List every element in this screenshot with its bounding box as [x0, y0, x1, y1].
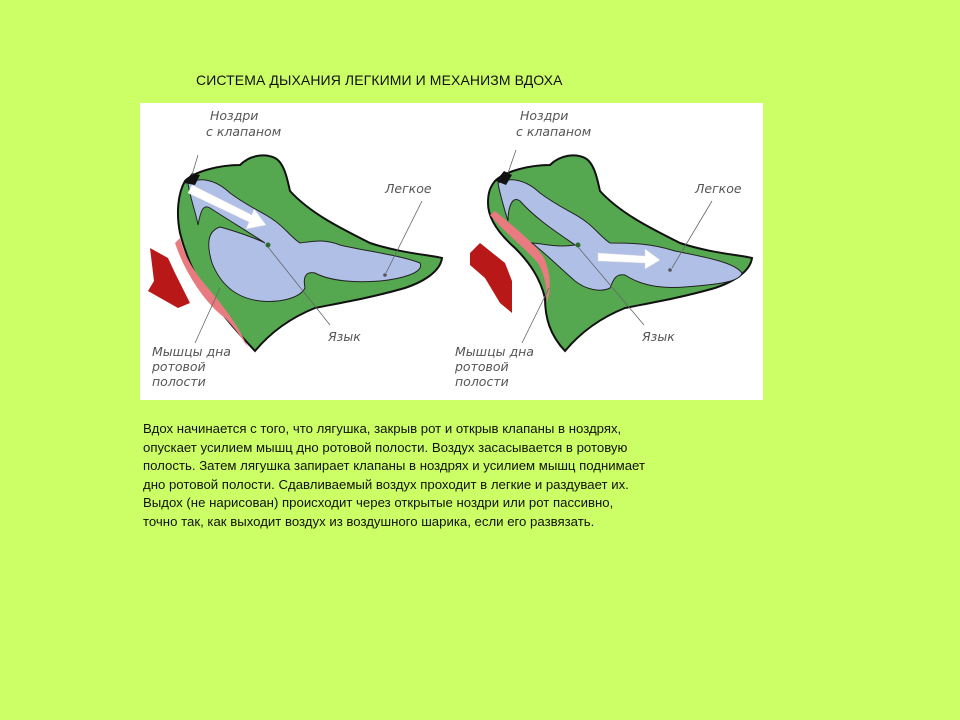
- paragraph-line: опускает усилием мышц дно ротовой полости. Воздух засасывается в ротовую: [143, 439, 628, 455]
- breathing-diagram: [140, 103, 763, 400]
- diagram-svg: [140, 103, 763, 400]
- label-nostrils-2: с клапаном: [206, 124, 282, 139]
- label-muscles-2: ротовой: [455, 359, 509, 374]
- lung-point: [668, 268, 672, 272]
- label-nostrils-1: Ноздри: [520, 108, 569, 123]
- paragraph-line: Вдох начинается с того, что лягушка, закрыв рот и открыв клапаны в ноздрях,: [143, 421, 622, 436]
- panel-inhale-1: [148, 108, 442, 389]
- label-muscles-3: полости: [152, 374, 206, 389]
- label-muscles-1: Мышцы дна: [455, 344, 534, 359]
- description-paragraph: [143, 420, 783, 532]
- label-muscles-1: Мышцы дна: [152, 344, 231, 359]
- label-tongue: Язык: [642, 329, 675, 344]
- label-nostrils-1: Ноздри: [210, 108, 259, 123]
- label-nostrils-2: с клапаном: [516, 124, 592, 139]
- tongue-point: [576, 243, 581, 248]
- paragraph-line: точно так, как выходит воздух из воздушного шарика, если его развязать.: [143, 513, 595, 529]
- panel-inhale-2: [454, 108, 752, 389]
- leader-muscles: [522, 288, 549, 343]
- lung-point: [383, 273, 387, 277]
- label-muscles-2: ротовой: [152, 359, 206, 374]
- paragraph-line: дно ротовой полости. Сдавливаемый воздух проходит в легкие и раздувает их.: [143, 476, 629, 492]
- label-tongue: Язык: [328, 329, 361, 344]
- paragraph-line: Выдох (не нарисован) происходит через открытые ноздри или рот пассивно,: [143, 495, 614, 511]
- label-muscles-3: полости: [455, 374, 509, 389]
- tongue-point: [266, 243, 271, 248]
- label-lung: Легкое: [385, 181, 432, 196]
- force-arrow: [470, 243, 512, 313]
- leader-nostrils: [192, 155, 198, 175]
- slide-title: СИСТЕМА ДЫХАНИЯ ЛЕГКИМИ И МЕХАНИЗМ ВДОХА: [196, 72, 563, 88]
- label-lung: Легкое: [695, 181, 742, 196]
- paragraph-line: полость. Затем лягушка запирает клапаны в ноздрях и усилием мышц поднимает: [143, 458, 645, 474]
